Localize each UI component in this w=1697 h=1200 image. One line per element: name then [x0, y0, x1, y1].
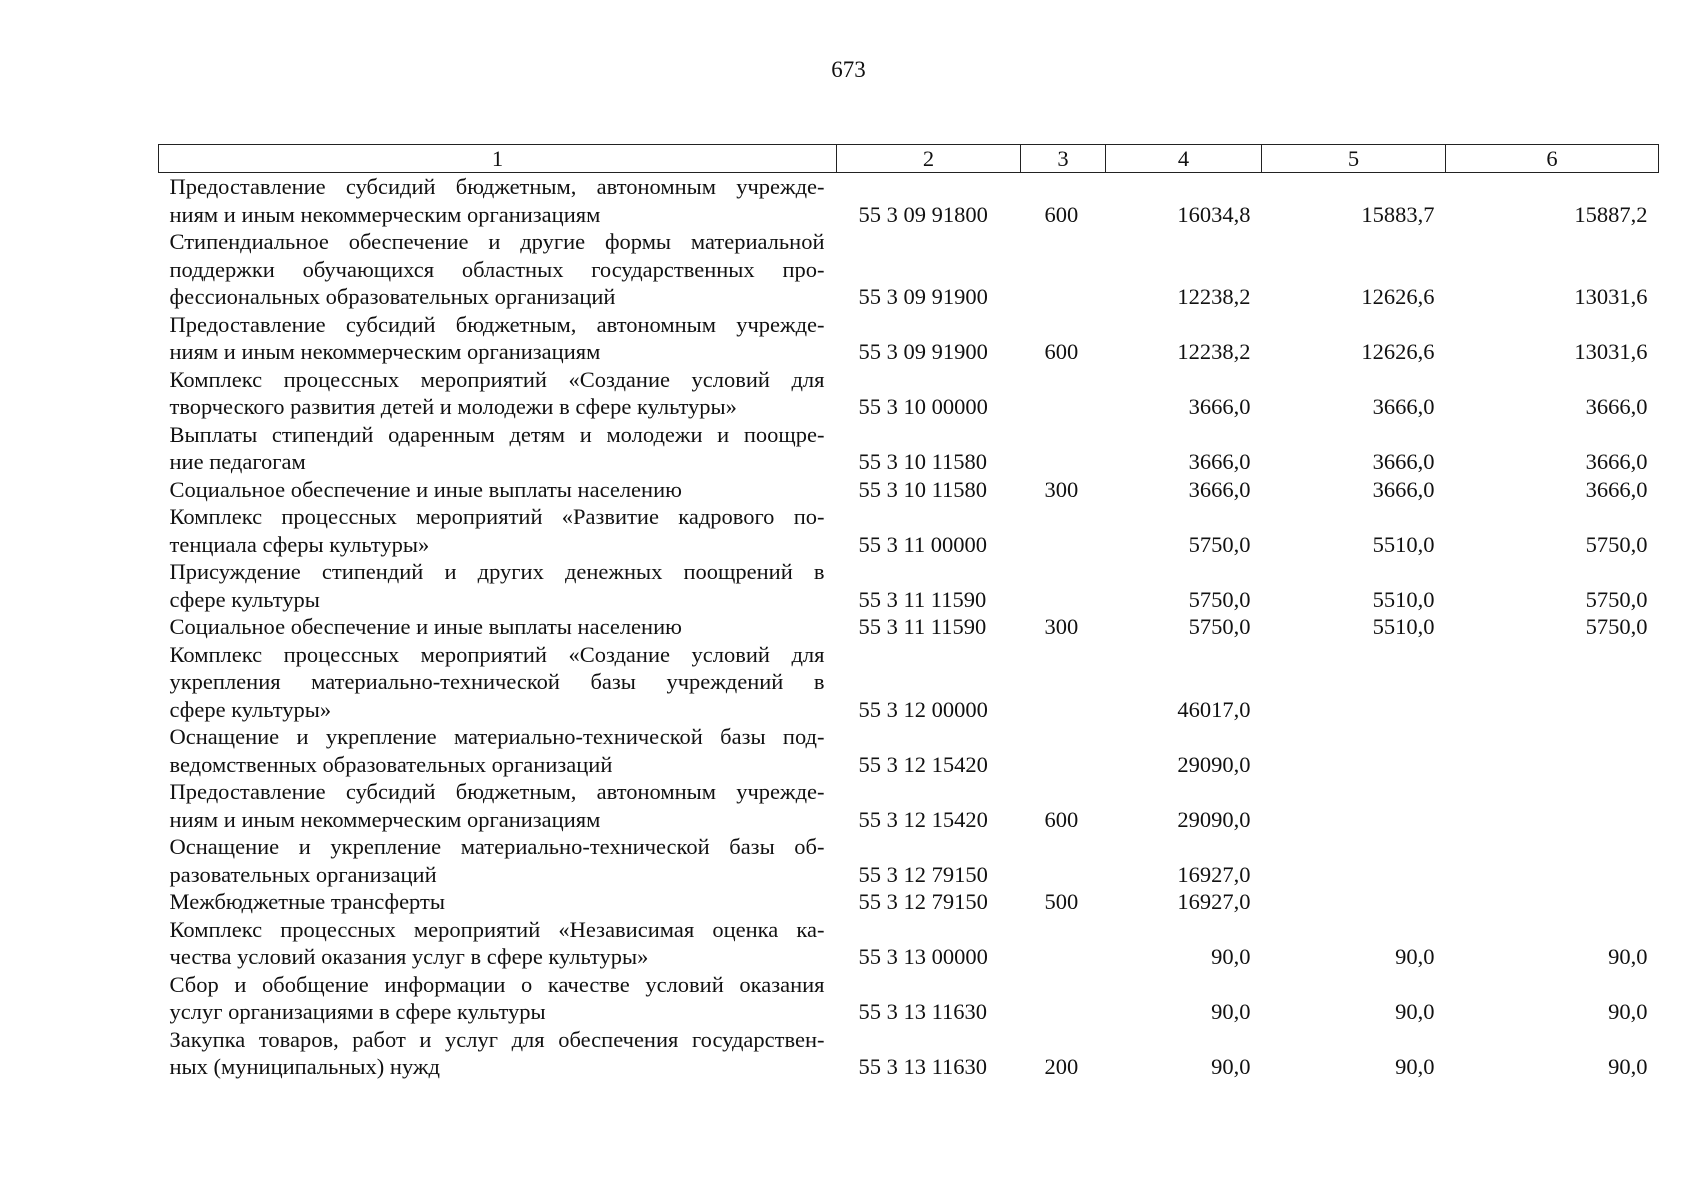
description-line: ведомственных образовательных организаций	[169, 751, 613, 777]
amount-col5-cell: 3666,0	[1372, 449, 1435, 474]
amount-col4-cell: 5750,0	[1188, 614, 1251, 639]
amount-col5-cell	[1262, 888, 1446, 916]
description-line: сфере культуры	[169, 586, 320, 612]
description-line: Социальное обеспечение и иные выплаты населению	[169, 476, 682, 502]
description-line: чества условий оказания услуг в сфере культуры»	[169, 944, 649, 969]
amount-col6-cell	[1446, 833, 1659, 888]
table-row	[159, 971, 1659, 1026]
expense-kind-cell	[1021, 421, 1106, 476]
description-line: Комплекс процессных мероприятий «Создание условий для	[169, 641, 825, 667]
expense-kind-cell: 600	[1044, 201, 1079, 227]
amount-col4-cell: 16927,0	[1177, 889, 1251, 914]
description-line: фессиональных образовательных организаций	[169, 284, 616, 309]
amount-col6-cell: 13031,6	[1574, 339, 1648, 364]
expense-kind-cell: 600	[1044, 806, 1079, 832]
table-row	[159, 311, 1659, 366]
amount-col4-cell: 90,0	[1211, 1054, 1251, 1079]
row-description	[159, 228, 837, 311]
amount-col5-cell: 3666,0	[1372, 476, 1435, 502]
description-line: Сбор и обобщение информации о качестве условий оказания	[169, 971, 825, 997]
table-row	[159, 641, 1659, 724]
amount-col4-cell: 12238,2	[1177, 339, 1251, 364]
amount-col5-cell: 5510,0	[1372, 586, 1435, 612]
budget-table	[158, 144, 1659, 1081]
table-body	[159, 173, 1659, 1081]
row-description	[159, 641, 837, 724]
description-line: Закупка товаров, работ и услуг для обеспечения государствен-	[169, 1026, 825, 1052]
amount-col5-cell	[1262, 723, 1446, 778]
target-code-cell: 55 3 09 91900	[858, 339, 988, 364]
amount-col5-cell: 5510,0	[1372, 531, 1435, 557]
target-code-cell: 55 3 09 91800	[858, 201, 988, 227]
table-row	[159, 421, 1659, 476]
amount-col6-cell: 15887,2	[1574, 201, 1648, 227]
description-line: ние педагогам	[169, 449, 306, 474]
row-description	[159, 173, 837, 229]
amount-col6-cell	[1446, 641, 1659, 724]
table-header	[159, 145, 1659, 173]
amount-col4-cell: 5750,0	[1188, 531, 1251, 557]
expense-kind-cell	[1021, 641, 1106, 724]
target-code-cell: 55 3 11 00000	[858, 531, 988, 557]
row-description	[159, 503, 837, 558]
row-description	[159, 778, 837, 833]
row-description	[159, 476, 837, 504]
amount-col5-cell: 90,0	[1395, 1054, 1435, 1079]
table-row	[159, 173, 1659, 229]
table-row	[159, 888, 1659, 916]
target-code-cell: 55 3 10 11580	[858, 476, 988, 502]
expense-kind-cell: 500	[1044, 889, 1079, 914]
column-header-6: 6	[1446, 145, 1659, 173]
amount-col4-cell: 29090,0	[1177, 751, 1251, 777]
page-number: 673	[831, 57, 866, 82]
amount-col5-cell	[1262, 778, 1446, 833]
table-row	[159, 558, 1659, 613]
description-line: тенциала сферы культуры»	[169, 531, 430, 557]
column-header-4: 4	[1106, 145, 1262, 173]
row-description	[159, 421, 837, 476]
expense-kind-cell	[1021, 558, 1106, 613]
target-code-cell: 55 3 10 00000	[858, 394, 988, 419]
table-row	[159, 833, 1659, 888]
table-row	[159, 503, 1659, 558]
description-line: Комплекс процессных мероприятий «Создание условий для	[169, 366, 825, 392]
amount-col6-cell: 5750,0	[1585, 531, 1648, 557]
description-line: ниям и иным некоммерческим организациям	[169, 201, 601, 227]
expense-kind-cell: 600	[1044, 339, 1079, 364]
target-code-cell: 55 3 12 00000	[858, 696, 988, 722]
amount-col6-cell	[1446, 888, 1659, 916]
amount-col5-cell: 3666,0	[1372, 394, 1435, 419]
amount-col6-cell: 90,0	[1608, 944, 1648, 969]
target-code-cell: 55 3 09 91900	[858, 284, 988, 309]
description-line: ных (муниципальных) нужд	[169, 1054, 440, 1079]
table-row	[159, 778, 1659, 833]
description-line: Межбюджетные трансферты	[169, 889, 445, 914]
row-description	[159, 366, 837, 421]
amount-col6-cell: 3666,0	[1585, 394, 1648, 419]
amount-col4-cell: 29090,0	[1177, 806, 1251, 832]
amount-col4-cell: 16927,0	[1177, 861, 1251, 887]
amount-col6-cell: 3666,0	[1585, 476, 1648, 502]
expense-kind-cell	[1021, 833, 1106, 888]
description-line: Социальное обеспечение и иные выплаты населению	[169, 614, 682, 639]
target-code-cell: 55 3 10 11580	[858, 449, 988, 474]
amount-col6-cell: 5750,0	[1585, 586, 1648, 612]
amount-col4-cell: 90,0	[1211, 999, 1251, 1024]
description-line: Присуждение стипендий и других денежных поощрений в	[169, 559, 825, 584]
row-description	[159, 888, 837, 916]
amount-col4-cell: 3666,0	[1188, 394, 1251, 419]
description-line: укрепления материально-технической базы учреждений в	[169, 669, 825, 694]
amount-col5-cell: 12626,6	[1361, 339, 1435, 364]
amount-col6-cell: 3666,0	[1585, 449, 1648, 474]
column-header-2: 2	[837, 145, 1021, 173]
amount-col5-cell: 5510,0	[1372, 614, 1435, 639]
amount-col6-cell: 5750,0	[1585, 614, 1648, 639]
description-line: сфере культуры»	[169, 696, 332, 722]
expense-kind-cell: 200	[1044, 1054, 1079, 1079]
expense-kind-cell: 300	[1044, 476, 1079, 502]
target-code-cell: 55 3 12 79150	[858, 861, 988, 887]
row-description	[159, 613, 837, 641]
description-line: Предоставление субсидий бюджетным, автономным учрежде-	[169, 174, 825, 199]
row-description	[159, 1026, 837, 1081]
description-line: услуг организациями в сфере культуры	[169, 999, 546, 1024]
description-line: Выплаты стипендий одаренным детям и молодежи и поощре-	[169, 421, 825, 447]
description-line: Стипендиальное обеспечение и другие формы материальной	[169, 229, 825, 254]
expense-kind-cell	[1021, 366, 1106, 421]
amount-col5-cell: 90,0	[1395, 999, 1435, 1024]
row-description	[159, 558, 837, 613]
description-line: Комплекс процессных мероприятий «Независимая оценка ка-	[169, 916, 825, 942]
amount-col5-cell: 15883,7	[1361, 201, 1435, 227]
amount-col4-cell: 16034,8	[1177, 201, 1251, 227]
description-line: поддержки обучающихся областных государственных про-	[169, 256, 825, 282]
description-line: творческого развития детей и молодежи в сфере культуры»	[169, 394, 737, 419]
amount-col6-cell: 13031,6	[1574, 284, 1648, 309]
amount-col6-cell	[1446, 778, 1659, 833]
target-code-cell: 55 3 13 00000	[858, 944, 988, 969]
description-line: Оснащение и укрепление материально-технической базы под-	[169, 724, 825, 749]
table-row	[159, 916, 1659, 971]
row-description	[159, 833, 837, 888]
target-code-cell: 55 3 13 11630	[858, 999, 988, 1024]
description-line: Предоставление субсидий бюджетным, автономным учрежде-	[169, 311, 825, 337]
expense-kind-cell: 300	[1044, 614, 1079, 639]
amount-col5-cell	[1262, 833, 1446, 888]
table-row	[159, 723, 1659, 778]
amount-col4-cell: 46017,0	[1177, 696, 1251, 722]
amount-col6-cell	[1446, 723, 1659, 778]
table-row	[159, 613, 1659, 641]
expense-kind-cell	[1021, 916, 1106, 971]
target-code-cell: 55 3 12 79150	[858, 889, 988, 914]
amount-col4-cell: 3666,0	[1188, 449, 1251, 474]
column-header-5: 5	[1262, 145, 1446, 173]
description-line: Комплекс процессных мероприятий «Развитие кадрового по-	[169, 504, 825, 529]
amount-col6-cell: 90,0	[1608, 1054, 1648, 1079]
column-header-3: 3	[1021, 145, 1106, 173]
target-code-cell: 55 3 12 15420	[858, 806, 988, 832]
description-line: Оснащение и укрепление материально-технической базы об-	[169, 834, 825, 859]
target-code-cell: 55 3 12 15420	[858, 751, 988, 777]
table-row	[159, 476, 1659, 504]
description-line: ниям и иным некоммерческим организациям	[169, 339, 601, 364]
amount-col5-cell: 90,0	[1395, 944, 1435, 969]
row-description	[159, 971, 837, 1026]
target-code-cell: 55 3 11 11590	[858, 614, 987, 639]
amount-col4-cell: 3666,0	[1188, 476, 1251, 502]
amount-col6-cell: 90,0	[1608, 999, 1648, 1024]
row-description	[159, 311, 837, 366]
column-header-1: 1	[159, 145, 837, 173]
amount-col5-cell	[1262, 641, 1446, 724]
expense-kind-cell	[1021, 503, 1106, 558]
table-row	[159, 1026, 1659, 1081]
row-description	[159, 916, 837, 971]
amount-col4-cell: 12238,2	[1177, 284, 1251, 309]
expense-kind-cell	[1021, 228, 1106, 311]
amount-col4-cell: 5750,0	[1188, 586, 1251, 612]
description-line: разовательных организаций	[169, 861, 437, 887]
target-code-cell: 55 3 11 11590	[858, 586, 987, 612]
header-row	[159, 145, 1659, 173]
table-row	[159, 228, 1659, 311]
row-description	[159, 723, 837, 778]
description-line: ниям и иным некоммерческим организациям	[169, 806, 601, 832]
amount-col5-cell: 12626,6	[1361, 284, 1435, 309]
description-line: Предоставление субсидий бюджетным, автономным учрежде-	[169, 779, 825, 804]
table-row	[159, 366, 1659, 421]
expense-kind-cell	[1021, 723, 1106, 778]
amount-col4-cell: 90,0	[1211, 944, 1251, 969]
target-code-cell: 55 3 13 11630	[858, 1054, 988, 1079]
expense-kind-cell	[1021, 971, 1106, 1026]
